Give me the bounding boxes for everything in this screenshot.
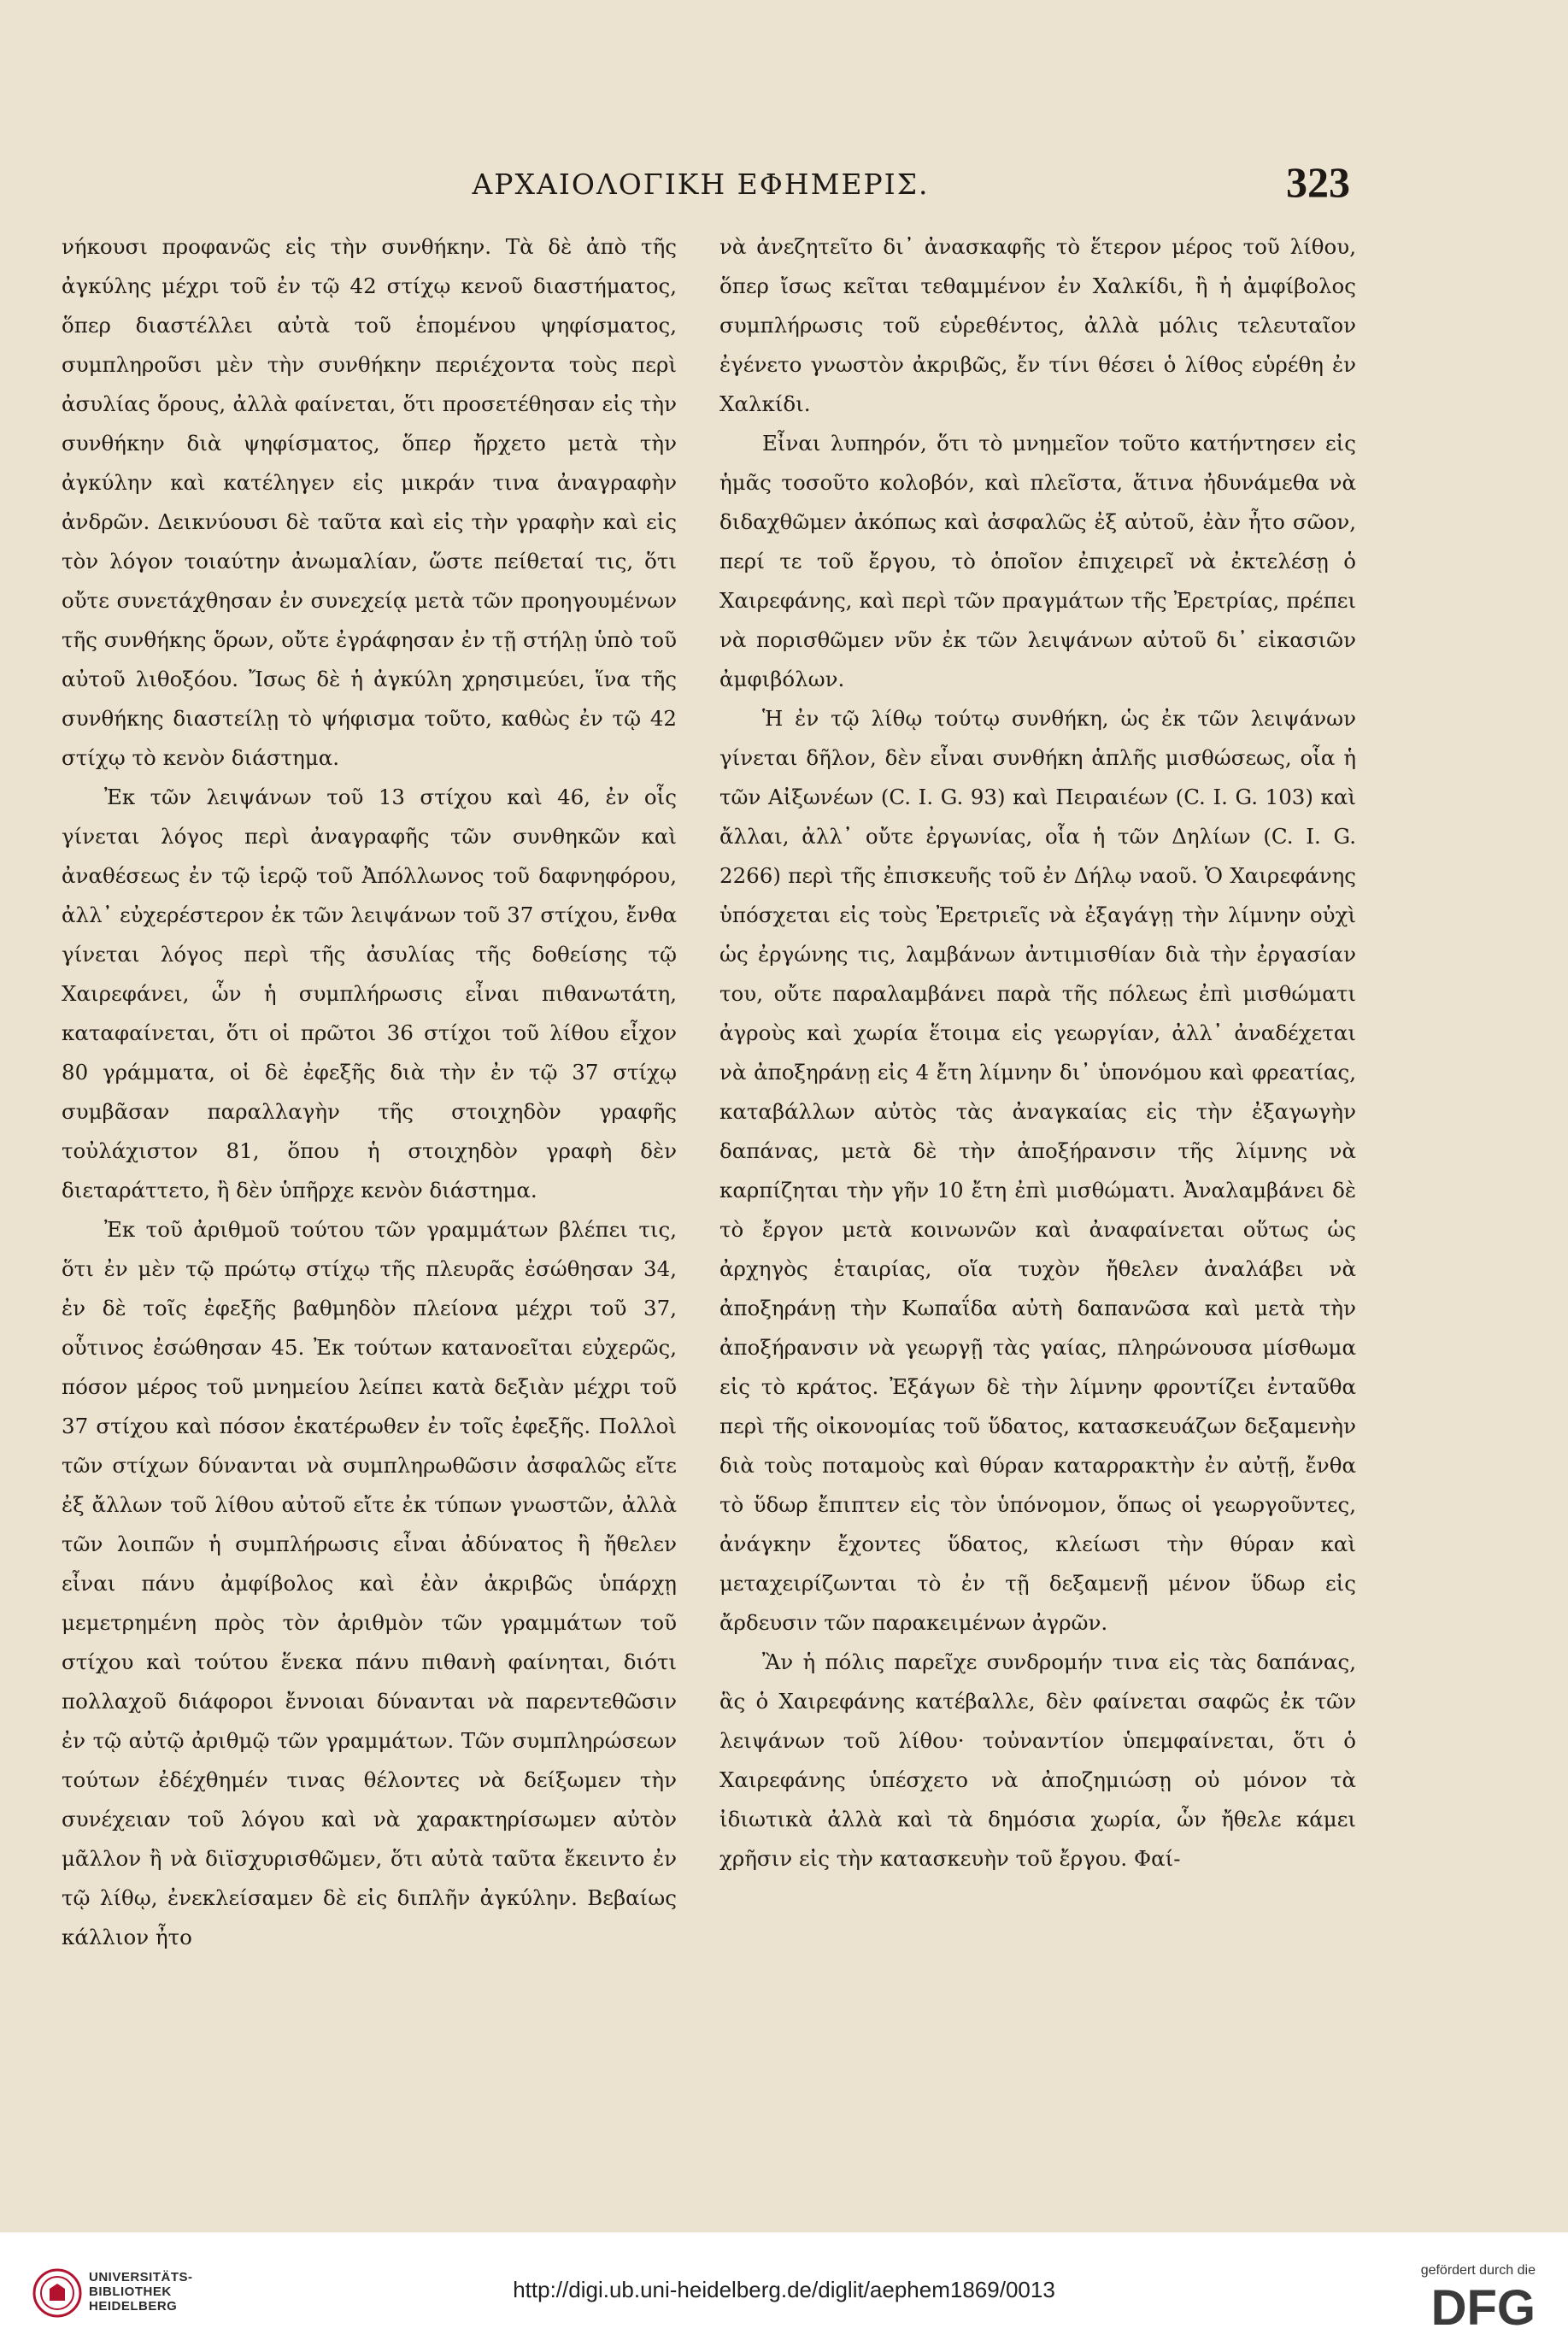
funding-text: gefördert durch die — [1420, 2263, 1536, 2278]
paragraph: Ἂν ἡ πόλις παρεῖχε συνδρομήν τινα εἰς τὰς δαπάνας, ἃς ὁ Χαιρεφάνης κατέβαλλε, δὲν φαίνεται σαφῶς ἐκ τῶν λειψάνων τοῦ λίθου· τοὐναντίον ὑπεμφαίνεται, ὅτι ὁ Χαιρεφάνης ὑπέσχετο νὰ ἀποζημιώσῃ οὐ μόνον τὰ ἰδιωτικὰ ἀλλὰ καὶ τὰ δημόσια χωρία, ὧν ἤθελε κάμει χρῆσιν εἰς τὴν κατασκευὴν τοῦ ἔργου. Φαί- — [719, 1649, 1356, 1871]
library-name-line: HEIDELBERG — [89, 2299, 178, 2314]
footer-bar — [0, 2232, 1568, 2352]
dfg-logo-text: DFG — [1430, 2282, 1536, 2330]
library-name-line: BIBLIOTHEK — [89, 2284, 172, 2299]
running-title: ΑΡΧΑΙΟΛΟΓΙΚΗ ΕΦΗΜΕΡΙΣ. — [472, 168, 930, 201]
paragraph: νὰ ἀνεζητεῖτο δι᾽ ἀνασκαφῆς τὸ ἕτερον μέρος τοῦ λίθου, ὅπερ ἴσως κεῖται τεθαμμένον ἐν Χαλκίδι, ἢ ἡ ἀμφίβολος συμπλήρωσις τοῦ εὑρεθέντος, ἀλλὰ μόλις τελευταῖον ἐγένετο γνωστὸν ἀκριβῶς, ἔν τίνι θέσει ὁ λίθος εὑρέθη ἐν Χαλκίδι. — [719, 234, 1356, 416]
paragraph: Ἐκ τῶν λειψάνων τοῦ 13 στίχου καὶ 46, ἐν οἷς γίνεται λόγος περὶ ἀναγραφῆς τῶν συνθηκῶν καὶ ἀναθέσεως ἐν τῷ ἱερῷ τοῦ Ἀπόλλωνος τοῦ δαφνηφόρου, ἀλλ᾽ εὐχερέστερον ἐκ τῶν λειψάνων τοῦ 37 στίχου, ἔνθα γίνεται λόγος περὶ τῆς ἀσυλίας τῆς δοθείσης τῷ Χαιρεφάνει, ὧν ἡ συμπλήρωσις εἶναι πιθανωτάτη, καταφαίνεται, ὅτι οἱ πρῶτοι 36 στίχοι τοῦ λίθου εἶχον 80 γράμματα, οἱ δὲ ἐφεξῆς διὰ τὴν ἐν τῷ 37 στίχῳ συμβᾶσαν παραλλαγὴν τῆς στοιχηδὸν γραφῆς τοὐλάχιστον 81, ὅπου ἡ στοιχηδὸν γραφὴ δὲν διεταράττετο, ἢ δὲν ὑπῆρχε κενὸν διάστημα. — [62, 785, 677, 1202]
paragraph: νήκουσι προφανῶς εἰς τὴν συνθήκην. Τὰ δὲ ἀπὸ τῆς ἀγκύλης μέχρι τοῦ ἐν τῷ 42 στίχῳ κενοῦ διαστήματος, ὅπερ διαστέλλει αὐτὰ τοῦ ἑπομένου ψηφίσματος, συμπληροῦσι μὲν τὴν συνθήκην περιέχοντα τοὺς περὶ ἀσυλίας ὅρους, ἀλλὰ φαίνεται, ὅτι προσετέθησαν εἰς τὴν συνθήκην διὰ ψηφίσματος, ὅπερ ἤρχετο μετὰ τὴν ἀγκύλην καὶ κατέληγεν εἰς μικράν τινα ἀναγραφὴν ἀνδρῶν. Δεικνύουσι δὲ ταῦτα καὶ εἰς τὴν γραφὴν καὶ εἰς τὸν λόγον τοιαύτην ἀνωμαλίαν, ὥστε πείθεταί τις, ὅτι οὔτε συνετάχθησαν ἐν συνεχείᾳ μετὰ τῶν προηγουμένων τῆς συνθήκης ὅρων, οὔτε ἐγράφησαν ἐν τῇ στήλῃ ὑπὸ τοῦ αὐτοῦ λιθοξόου. Ἴσως δὲ ἡ ἀγκύλη χρησιμεύει, ἵνα τῆς συνθήκης διαστείλῃ τὸ ψήφισμα τοῦτο, καθὼς ἐν τῷ 42 στίχῳ τὸ κενὸν διάστημα. — [62, 234, 677, 770]
source-url-link[interactable]: http://digi.ub.uni-heidelberg.de/diglit/aephem1869/0013 — [513, 2277, 1055, 2302]
library-name-line: UNIVERSITÄTS- — [89, 2270, 193, 2284]
dfg-logo-icon — [1407, 2282, 1536, 2330]
right-column — [719, 227, 1356, 1879]
funding-credit — [1407, 2263, 1536, 2330]
page-number: 323 — [1286, 158, 1350, 206]
paragraph: Ἐκ τοῦ ἀριθμοῦ τούτου τῶν γραμμάτων βλέπει τις, ὅτι ἐν μὲν τῷ πρώτῳ στίχῳ τῆς πλευρᾶς ἐσώθησαν 34, ἐν δὲ τοῖς ἐφεξῆς βαθμηδὸν πλείονα μέχρι τοῦ 37, οὗτινος ἐσώθησαν 45. Ἐκ τούτων κατανοεῖται εὐχερῶς, πόσον μέρος τοῦ μνημείου λείπει κατὰ δεξιὰν μέχρι τοῦ 37 στίχου καὶ πόσον ἑκατέρωθεν ἐν τοῖς ἐφεξῆς. Πολλοὶ τῶν στίχων δύνανται νὰ συμπληρωθῶσιν ἀσφαλῶς εἴτε ἐξ ἄλλων τοῦ λίθου αὐτοῦ εἴτε ἐκ τύπων γνωστῶν, ἀλλὰ τῶν λοιπῶν ἡ συμπλήρωσις εἶναι ἀδύνατος ἢ ἤθελεν εἶναι πάνυ ἀμφίβολος καὶ ἐὰν ἀκριβῶς ὑπάρχῃ μεμετρημένη πρὸς τὸν ἀριθμὸν τῶν γραμμάτων τοῦ στίχου καὶ τούτου ἕνεκα πάνυ πιθανὴ φαίνηται, διότι πολλαχοῦ διάφοροι ἔννοιαι δύνανται νὰ παρεντεθῶσιν ἐν τῷ αὐτῷ ἀριθμῷ τῶν γραμμάτων. Τῶν συμπληρώσεων τούτων ἐδέχθημέν τινας θέλοντες νὰ δείξωμεν τὴν συνέχειαν τοῦ λόγου καὶ νὰ χαρακτηρίσωμεν αὐτὸν μᾶλλον ἢ νὰ διϊσχυρισθῶμεν, ὅτι αὐτὰ ταῦτα ἔκειντο ἐν τῷ λίθῳ, ἐνεκλείσαμεν δὲ εἰς διπλῆν ἀγκύλην. Βεβαίως κάλλιον ἦτο — [62, 1217, 677, 1949]
page-header — [51, 158, 1350, 219]
paragraph: Εἶναι λυπηρόν, ὅτι τὸ μνημεῖον τοῦτο κατήντησεν εἰς ἡμᾶς τοσοῦτο κολοβόν, καὶ πλεῖστα, ἅτινα ἠδυνάμεθα νὰ διδαχθῶμεν ἀκόπως καὶ ἀσφαλῶς ἐξ αὐτοῦ, ἐὰν ἦτο σῶον, περί τε τοῦ ἔργου, τὸ ὁποῖον ἐπιχειρεῖ νὰ ἐκτελέσῃ ὁ Χαιρεφάνης, καὶ περὶ τῶν πραγμάτων τῆς Ἐρετρίας, πρέπει νὰ πορισθῶμεν νῦν ἐκ τῶν λειψάνων αὐτοῦ δι᾽ εἰκασιῶν ἀμφιβόλων. — [719, 431, 1356, 691]
left-column — [62, 227, 677, 1957]
paragraph: Ἡ ἐν τῷ λίθῳ τούτῳ συνθήκη, ὡς ἐκ τῶν λειψάνων γίνεται δῆλον, δὲν εἶναι συνθήκη ἁπλῆς μισθώσεως, οἷα ἡ τῶν Αἰξωνέων (C. I. G. 93) καὶ Πειραιέων (C. I. G. 103) καὶ ἄλλαι, ἀλλ᾽ οὔτε ἐργωνίας, οἷα ἡ τῶν Δηλίων (C. I. G. 2266) περὶ τῆς ἐπισκευῆς τοῦ ἐν Δήλῳ ναοῦ. Ὁ Χαιρεφάνης ὑπόσχεται εἰς τοὺς Ἐρετριεῖς νὰ ἐξαγάγῃ τὴν λίμνην οὐχὶ ὡς ἐργώνης τις, λαμβάνων ἀντιμισθίαν διὰ τὴν ἐργασίαν του, οὔτε παραλαμβάνει παρὰ τῆς πόλεως ἐπὶ μισθώματι ἀγροὺς καὶ χωρία ἕτοιμα εἰς γεωργίαν, ἀλλ᾽ ἀναδέχεται νὰ ἀποξηράνῃ εἰς 4 ἔτη λίμνην δι᾽ ὑπονόμου καὶ φρεατίας, καταβάλλων αὐτὸς τὰς ἀναγκαίας εἰς τὴν ἐξαγωγὴν δαπάνας, μετὰ δὲ τὴν ἀποξήρανσιν τῆς λίμνης νὰ καρπίζηται τὴν γῆν 10 ἔτη ἐπὶ μισθώματι. Ἀναλαμβάνει δὲ τὸ ἔργον μετὰ κοινωνῶν καὶ ἀναφαίνεται οὕτως ὡς ἀρχηγὸς ἑταιρίας, οἵα τυχὸν ἤθελεν ἀναλάβει νὰ ἀποξηράνῃ τὴν Κωπαΐδα αὐτὴ δαπανῶσα καὶ μετὰ τὴν ἀποξήρανσιν νὰ γεωργῇ τὰς γαίας, πληρώνουσα μίσθωμα εἰς τὸ κράτος. Ἐξάγων δὲ τὴν λίμνην φροντίζει ἐνταῦθα περὶ τῆς οἰκονομίας τοῦ ὕδατος, κατασκευάζων δεξαμενὴν διὰ τοὺς ποταμοὺς καὶ θύραν καταρρακτὴν ἐν αὐτῇ, ἔνθα τὸ ὕδωρ ἔπιπτεν εἰς τὸν ὑπόνομον, ὅπως οἱ γεωργοῦντες, ἀνάγκην ἔχοντες ὕδατος, κλείωσι τὴν θύραν καὶ μεταχειρίζωνται τὸ ἐν τῇ δεξαμενῇ μένον ὕδωρ εἰς ἄρδευσιν τῶν παρακειμένων ἀγρῶν. — [719, 706, 1356, 1635]
